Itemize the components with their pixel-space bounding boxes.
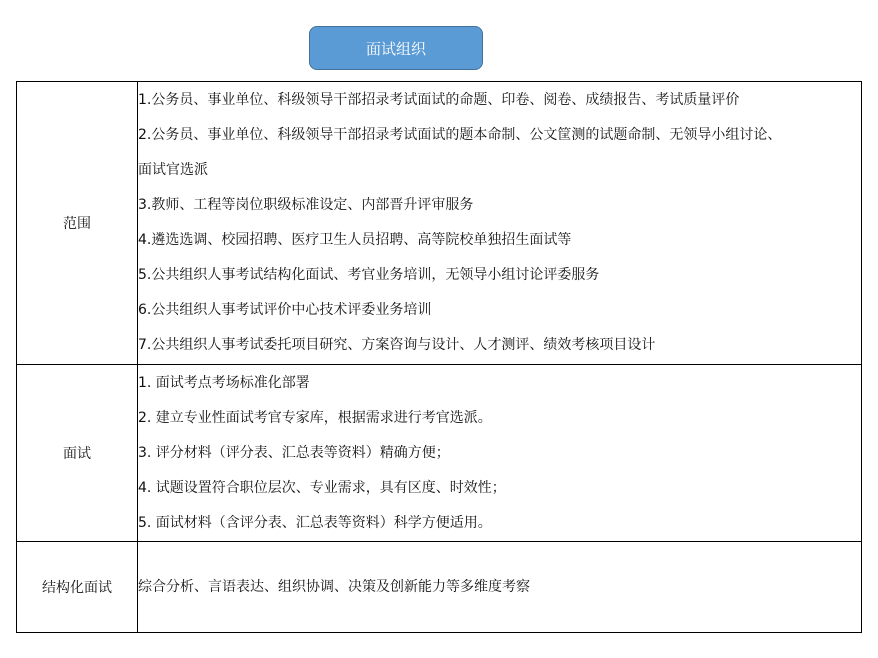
list-item: 综合分析、言语表达、组织协调、决策及创新能力等多维度考察 (138, 578, 530, 595)
list-item: 5.公共组织人事考试结构化面试、考官业务培训，无领导小组讨论评委服务 (138, 267, 600, 283)
table-row-structured (17, 542, 862, 633)
list-item: 2.公务员、事业单位、科级领导干部招录考试面试的题本命制、公文筐测的试题命制、无领导小组讨论、 (138, 127, 782, 143)
list-item: 3.教师、工程等岗位职级标准设定、内部晋升评审服务 (138, 197, 474, 213)
list-item: 7.公共组织人事考试委托项目研究、方案咨询与设计、人才测评、绩效考核项目设计 (138, 337, 656, 353)
table-row-interview (17, 365, 862, 542)
list-item: 1. 面试考点考场标准化部署 (138, 374, 310, 391)
service-table (16, 81, 862, 633)
list-item: 面试官选派 (138, 162, 208, 178)
list-item: 6.公共组织人事考试评价中心技术评委业务培训 (138, 302, 432, 318)
list-item: 4.遴选选调、校园招聘、医疗卫生人员招聘、高等院校单独招生面试等 (138, 232, 572, 248)
category-label: 结构化面试 (17, 542, 138, 633)
list-item: 1.公务员、事业单位、科级领导干部招录考试面试的命题、印卷、阅卷、成绩报告、考试质量评价 (138, 92, 740, 108)
content-cell (138, 542, 862, 633)
list-item: 2. 建立专业性面试考官专家库，根据需求进行考官选派。 (138, 409, 492, 426)
title-button: 面试组织 (309, 26, 483, 70)
category-label: 范围 (17, 82, 138, 365)
category-label: 面试 (17, 365, 138, 542)
list-item: 4. 试题设置符合职位层次、专业需求，具有区度、时效性； (138, 479, 506, 496)
content-cell (138, 365, 862, 542)
list-item: 5. 面试材料（含评分表、汇总表等资料）科学方便适用。 (138, 514, 492, 531)
table-row-scope (17, 82, 862, 365)
list-item: 3. 评分材料（评分表、汇总表等资料）精确方便； (138, 444, 450, 461)
content-cell (138, 82, 862, 365)
